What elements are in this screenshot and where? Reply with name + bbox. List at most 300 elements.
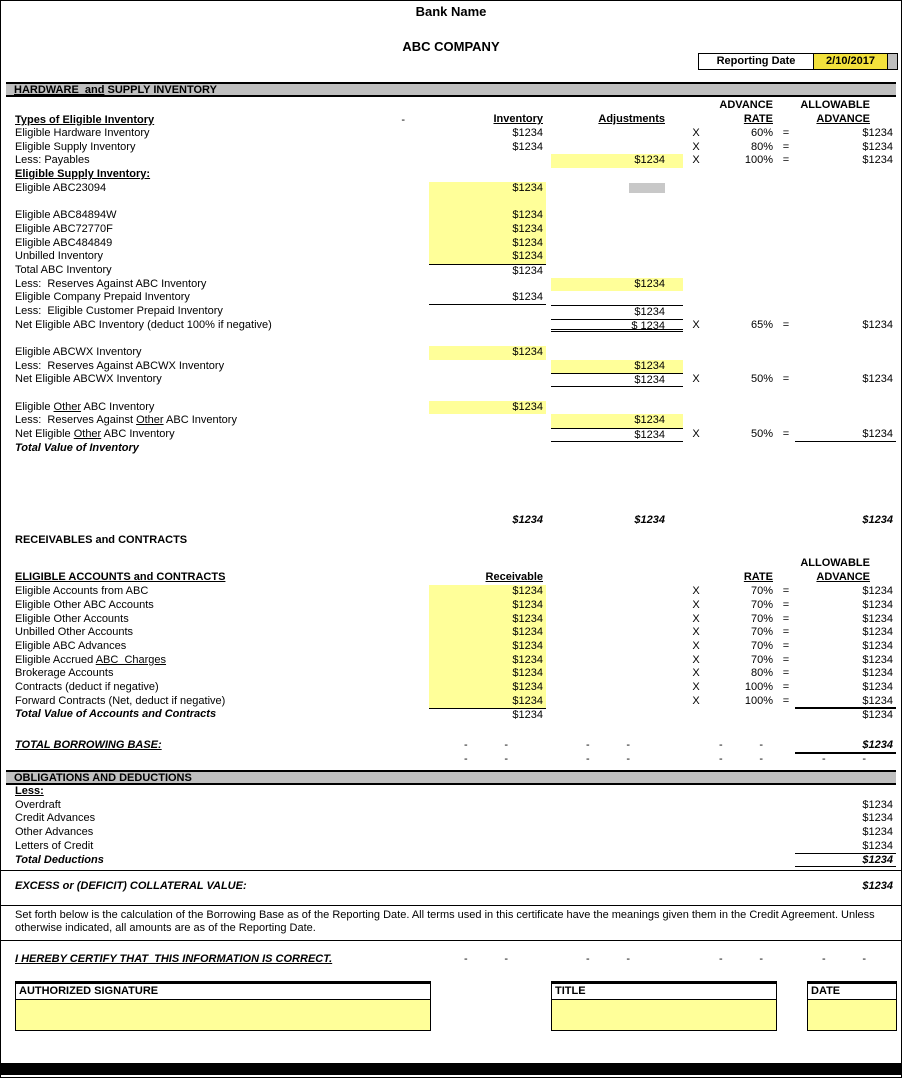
- advance-value-cell: $1234: [862, 639, 893, 652]
- adjustments-value-cell: [551, 681, 683, 695]
- equals-sign: [777, 168, 795, 182]
- multiply-sign: X: [692, 140, 700, 153]
- adjustments-value-cell: [551, 613, 683, 627]
- adjustments-value-cell: [551, 799, 683, 813]
- row-label: [15, 514, 429, 528]
- multiply-sign: X: [692, 681, 700, 693]
- rate-value: [709, 360, 777, 374]
- inventory-rows: [1, 127, 901, 456]
- rate-value: 60%: [750, 127, 773, 139]
- row-label: Eligible Supply Inventory: [15, 140, 136, 153]
- advance-value-cell: [795, 332, 896, 346]
- dash-pair: - -: [719, 953, 763, 966]
- row-label: Less:: [15, 785, 44, 798]
- receivables-headers-top: [1, 557, 901, 570]
- dash-pair: - -: [464, 739, 508, 752]
- table-row: [1, 840, 901, 854]
- row-label: Net Eligible Other ABC Inventory: [15, 428, 175, 441]
- inventory-value-cell: [429, 826, 546, 840]
- inventory-value-cell: [429, 154, 546, 168]
- inventory-column-header: Inventory: [493, 113, 543, 125]
- date-input[interactable]: [808, 1000, 896, 1030]
- adjustments-value-cell: [551, 168, 683, 182]
- equals-sign: [777, 250, 795, 264]
- dash-pair: - -: [822, 753, 866, 766]
- excess-value: $1234: [862, 880, 893, 893]
- inventory-value-cell[interactable]: $1234: [429, 681, 546, 695]
- equals-sign: [777, 237, 795, 251]
- divider: [1, 870, 901, 871]
- equals-sign: [777, 854, 795, 868]
- multiply-sign: X: [692, 127, 700, 139]
- title-label: TITLE: [552, 984, 776, 1000]
- multiply-sign: X: [692, 653, 700, 666]
- excess-row: [1, 880, 901, 895]
- rate-value: 100%: [744, 681, 773, 693]
- inventory-value-cell[interactable]: $1234: [429, 401, 546, 415]
- dash: -: [401, 114, 405, 126]
- advance-value-cell: [795, 785, 896, 799]
- advance-value-cell: $1234: [795, 708, 896, 722]
- advance-value-cell: [795, 401, 896, 415]
- row-label: Eligible ABC84894W: [15, 209, 117, 222]
- multiply-sign: [683, 195, 709, 209]
- multiply-sign: [683, 387, 709, 401]
- adjustments-value-cell: [551, 654, 683, 668]
- equals-sign: [777, 387, 795, 401]
- table-row: [1, 387, 901, 401]
- equals-sign: =: [782, 667, 790, 680]
- table-row: [1, 442, 901, 456]
- multiply-sign: [683, 442, 709, 456]
- advance-value-cell: [795, 209, 896, 223]
- table-row: [1, 141, 901, 155]
- advance-value-cell: [795, 182, 896, 196]
- receivables-headers: [1, 570, 901, 585]
- advance-value-cell: $1234: [795, 840, 896, 854]
- inventory-value-cell[interactable]: $1234: [429, 599, 546, 613]
- multiply-sign: [683, 854, 709, 868]
- rate-value: 70%: [750, 626, 773, 639]
- table-row: [1, 319, 901, 333]
- table-row: [1, 708, 901, 722]
- advance-value-cell: [795, 223, 896, 237]
- row-label: Less: Reserves Against Other ABC Inventory: [15, 414, 237, 427]
- advance-value-cell: [795, 305, 896, 319]
- adjustments-total-value: $1234: [634, 513, 665, 526]
- equals-sign: =: [782, 428, 790, 441]
- inventory-value-cell: [429, 414, 546, 428]
- advance-value-cell: $1234: [862, 127, 893, 139]
- equals-sign: [777, 785, 795, 799]
- table-row: [1, 182, 901, 196]
- advance-value-cell: $1234: [862, 598, 893, 611]
- adjustments-value-cell: [551, 599, 683, 613]
- table-row: [1, 667, 901, 681]
- rate-value: [709, 223, 777, 237]
- inventory-value-cell[interactable]: $1234: [429, 346, 546, 360]
- multiply-sign: [683, 237, 709, 251]
- inventory-value-cell: [429, 840, 546, 854]
- table-row: [1, 127, 901, 141]
- section-header-hardware-supply-inventory: [6, 82, 896, 97]
- receivables-heading: RECEIVABLES and CONTRACTS: [15, 534, 188, 547]
- column-headers-top: [1, 99, 901, 112]
- equals-sign: [777, 840, 795, 854]
- row-label: Contracts (deduct if negative): [15, 681, 159, 693]
- dash-pair: - -: [719, 739, 763, 752]
- equals-sign: [777, 182, 795, 196]
- table-row: [1, 305, 901, 319]
- receivables-rows: [1, 585, 901, 722]
- equals-sign: =: [782, 140, 790, 153]
- multiply-sign: [683, 168, 709, 182]
- adjustments-value-cell: [551, 401, 683, 415]
- advance-value-cell: $1234: [862, 667, 893, 680]
- table-row: [1, 428, 901, 442]
- advance-value-cell: [795, 278, 896, 292]
- row-label: Unbilled Inventory: [15, 250, 104, 263]
- advance-value-cell: $1234: [862, 140, 893, 153]
- inventory-value-cell: [429, 278, 546, 292]
- row-label: Total Deductions: [15, 853, 104, 866]
- equals-sign: =: [782, 154, 790, 167]
- inventory-value-cell: $1234: [512, 140, 543, 153]
- row-label: Eligible ABC23094: [15, 181, 107, 194]
- adjustments-value-cell: [551, 182, 683, 196]
- inventory-value-cell: [429, 168, 546, 182]
- equals-sign: [777, 812, 795, 826]
- certificate-note: Set forth below is the calculation of the Borrowing Base as of the Reporting Date. All terms used in this certificate have the meanings given them in the Credit Agreement. Unless otherwise indicated, all amounts are as of the Reporting Date.: [15, 909, 875, 935]
- multiply-sign: [683, 414, 709, 428]
- inventory-value-cell[interactable]: $1234: [429, 237, 546, 251]
- row-label: Unbilled Other Accounts: [15, 626, 134, 639]
- inventory-value-cell: $1234: [429, 708, 546, 722]
- inventory-value-cell[interactable]: $1234: [429, 695, 546, 709]
- gray-box: [629, 183, 665, 193]
- adjustments-value-cell: [551, 209, 683, 223]
- table-row: [1, 154, 901, 168]
- advance-value-cell: [795, 442, 896, 456]
- inventory-value-cell: [429, 799, 546, 813]
- rate-value: [709, 708, 777, 722]
- rate-value: [709, 332, 777, 346]
- multiply-sign: [683, 305, 709, 319]
- inventory-value-cell: [429, 319, 546, 333]
- advance-value-cell: [795, 387, 896, 401]
- rate-value: 70%: [750, 653, 773, 666]
- inventory-value-cell[interactable]: $1234: [429, 223, 546, 237]
- company-name: ABC COMPANY: [402, 39, 500, 54]
- table-row: [1, 654, 901, 668]
- advance-value-cell: $1234: [795, 428, 896, 442]
- table-row: [1, 414, 901, 428]
- equals-sign: [777, 442, 795, 456]
- equals-sign: =: [782, 598, 790, 611]
- row-label: Eligible Other Accounts: [15, 612, 129, 625]
- authorized-signature-label: AUTHORIZED SIGNATURE: [16, 984, 430, 1000]
- rate-column-header: RATE: [743, 571, 773, 584]
- advance-value-cell: [795, 168, 896, 182]
- rate-value: [709, 826, 777, 840]
- dash-pair: - -: [586, 953, 630, 966]
- section-title-rest: SUPPLY INVENTORY: [104, 84, 217, 96]
- adjustments-value-cell: [551, 250, 683, 264]
- table-row: [1, 626, 901, 640]
- advance-value-cell: [795, 414, 896, 428]
- adjustments-value-cell: [551, 127, 683, 141]
- rate-value: [709, 387, 777, 401]
- row-label: Eligible ABCWX Inventory: [15, 346, 142, 358]
- equals-sign: [777, 195, 795, 209]
- multiply-sign: [683, 264, 709, 278]
- rate-value: [709, 305, 777, 319]
- reporting-date-value[interactable]: 2/10/2017: [814, 53, 888, 70]
- equals-sign: [777, 346, 795, 360]
- date-block: [807, 981, 897, 1031]
- table-row: [1, 826, 901, 840]
- table-row: [1, 812, 901, 826]
- adjustments-value-cell[interactable]: $1234: [551, 414, 683, 428]
- authorized-signature-block: [15, 981, 431, 1031]
- rate-value: [709, 812, 777, 826]
- rate-value: [709, 401, 777, 415]
- dash-pair: - -: [719, 753, 763, 766]
- table-row: [1, 681, 901, 695]
- inventory-value-cell: [429, 428, 546, 442]
- reporting-date-label: Reporting Date: [698, 53, 814, 70]
- inventory-value-cell[interactable]: $1234: [429, 667, 546, 681]
- row-label: Eligible Other ABC Accounts: [15, 598, 154, 611]
- title-input[interactable]: [552, 1000, 776, 1030]
- multiply-sign: [683, 708, 709, 722]
- adjustments-value-cell: [551, 237, 683, 251]
- advance-value-cell: $1234: [862, 373, 893, 386]
- rate-value: 50%: [750, 428, 773, 441]
- equals-sign: [777, 209, 795, 223]
- advance-value-cell: $1234: [862, 826, 893, 839]
- rate-value: [709, 250, 777, 264]
- rate-value: [709, 209, 777, 223]
- rate-value: 70%: [750, 585, 773, 598]
- row-label: [15, 387, 429, 401]
- eligible-accounts-contracts-header: ELIGIBLE ACCOUNTS and CONTRACTS: [15, 571, 226, 584]
- multiply-sign: [683, 360, 709, 374]
- adjustments-value-cell: [551, 826, 683, 840]
- multiply-sign: X: [692, 598, 700, 611]
- table-row: [1, 195, 901, 209]
- equals-sign: =: [782, 585, 790, 598]
- dash-row: [1, 754, 901, 766]
- advance-value-cell: $1234: [795, 695, 896, 709]
- rate-value: [709, 346, 777, 360]
- adjustments-value-cell[interactable]: $1234: [551, 154, 683, 168]
- dash-pair: - -: [822, 953, 866, 966]
- equals-sign: =: [782, 681, 790, 693]
- adjustments-value-cell: [551, 785, 683, 799]
- adjustments-value-cell: [551, 708, 683, 722]
- multiply-sign: X: [692, 373, 700, 386]
- table-row: [1, 291, 901, 305]
- advance-value-cell: $1234: [862, 681, 893, 693]
- section-title: OBLIGATIONS AND DEDUCTIONS: [14, 772, 192, 785]
- adjustments-value-cell: [551, 141, 683, 155]
- equals-sign: =: [782, 639, 790, 652]
- advance-total-value: $1234: [862, 513, 893, 526]
- multiply-sign: X: [692, 626, 700, 639]
- inventory-value-cell: [429, 854, 546, 868]
- inventory-value-cell[interactable]: $1234: [429, 182, 546, 196]
- multiply-sign: [683, 799, 709, 813]
- equals-sign: [777, 291, 795, 305]
- row-label: Total ABC Inventory: [15, 263, 112, 276]
- row-label: Less: Payables: [15, 154, 90, 167]
- adjustments-value-cell: $1234: [551, 428, 683, 442]
- inventory-value-cell: [429, 305, 546, 319]
- advance-value-cell: $1234: [862, 318, 893, 331]
- table-row: [1, 401, 901, 415]
- adjustments-value-cell: [551, 223, 683, 237]
- multiply-sign: X: [692, 428, 700, 441]
- table-row: [1, 785, 901, 799]
- certify-row: [1, 953, 901, 968]
- adjustments-value-cell: $ 1234: [551, 319, 683, 333]
- inventory-value-cell[interactable]: $1234: [429, 640, 546, 654]
- row-label: Other Advances: [15, 826, 94, 839]
- inventory-value-cell: [429, 373, 546, 387]
- table-row: [1, 585, 901, 599]
- inventory-value-cell: [429, 387, 546, 401]
- table-row: [1, 360, 901, 374]
- multiply-sign: [683, 209, 709, 223]
- row-label: Eligible ABC484849: [15, 236, 113, 249]
- equals-sign: [777, 305, 795, 319]
- authorized-signature-input[interactable]: [16, 1000, 430, 1030]
- inventory-value-cell[interactable]: $1234: [429, 585, 546, 599]
- advance-value-cell: [795, 291, 896, 305]
- inventory-value-cell: [429, 785, 546, 799]
- multiply-sign: X: [692, 667, 700, 680]
- table-row: [1, 613, 901, 627]
- adjustments-value-cell: [551, 667, 683, 681]
- rate-value: 65%: [750, 318, 773, 331]
- rate-value: [709, 442, 777, 456]
- total-borrowing-base-row: [1, 738, 901, 754]
- adjustments-value-cell: [551, 626, 683, 640]
- table-row: [1, 346, 901, 360]
- table-row: [1, 264, 901, 278]
- equals-sign: [777, 708, 795, 722]
- reporting-date-group: [698, 53, 898, 70]
- allowable-header-top: ALLOWABLE: [800, 557, 870, 570]
- certify-statement: I HEREBY CERTIFY THAT THIS INFORMATION IS CORRECT.: [15, 953, 333, 966]
- spacer: [1, 456, 901, 514]
- dash-pair: - -: [464, 753, 508, 766]
- rate-value: [709, 182, 777, 196]
- adjustments-value-cell[interactable]: $1234: [551, 278, 683, 292]
- reporting-date-gray-cap: [888, 53, 898, 70]
- table-row: [1, 695, 901, 709]
- receivable-column-header: Receivable: [485, 571, 543, 584]
- rate-value: [709, 414, 777, 428]
- row-label: Less: Eligible Customer Prepaid Inventory: [15, 304, 223, 317]
- equals-sign: =: [782, 612, 790, 625]
- multiply-sign: [683, 278, 709, 292]
- advance-column-header: ADVANCE: [816, 113, 870, 125]
- multiply-sign: [683, 346, 709, 360]
- equals-sign: [777, 264, 795, 278]
- row-label: Eligible Accrued ABC Charges: [15, 653, 167, 666]
- rate-value: 80%: [750, 140, 773, 153]
- rate-value: [709, 799, 777, 813]
- equals-sign: =: [782, 373, 790, 386]
- inventory-value-cell: [429, 442, 546, 456]
- dash-pair: - -: [586, 753, 630, 766]
- inventory-value-cell: $1234: [429, 264, 546, 278]
- inventory-value-cell[interactable]: [429, 195, 546, 209]
- advance-value-cell: $1234: [862, 626, 893, 639]
- row-label: Brokerage Accounts: [15, 667, 114, 680]
- inventory-value-cell[interactable]: $1234: [429, 250, 546, 264]
- equals-sign: [777, 332, 795, 346]
- rate-value: [709, 854, 777, 868]
- inventory-value-cell[interactable]: $1234: [429, 654, 546, 668]
- equals-sign: =: [782, 626, 790, 639]
- allowable-header-top: ALLOWABLE: [800, 99, 870, 111]
- inventory-value-cell: [429, 812, 546, 826]
- inventory-value-cell: [429, 332, 546, 346]
- row-label: Eligible ABC Advances: [15, 639, 127, 652]
- inventory-value-cell[interactable]: $1234: [429, 613, 546, 627]
- advance-column-header: ADVANCE: [816, 571, 870, 584]
- inventory-value-cell[interactable]: $1234: [429, 209, 546, 223]
- adjustments-value-cell: [551, 346, 683, 360]
- advance-value-cell: [795, 195, 896, 209]
- total-borrowing-base-label: TOTAL BORROWING BASE:: [15, 739, 162, 752]
- adjustments-value-cell[interactable]: $1234: [551, 360, 683, 374]
- adjustments-value-cell: [551, 812, 683, 826]
- adjustments-value-cell: [551, 854, 683, 868]
- table-row: [1, 332, 901, 346]
- divider: [1, 940, 901, 941]
- rate-value: [709, 785, 777, 799]
- multiply-sign: [683, 812, 709, 826]
- advance-header-top: ADVANCE: [719, 99, 773, 111]
- advance-value-cell: [795, 250, 896, 264]
- adjustments-value-cell: $1234: [551, 305, 683, 319]
- date-label: DATE: [808, 984, 896, 1000]
- title-block: [551, 981, 777, 1031]
- adjustments-value-cell: [551, 387, 683, 401]
- row-label: Less: Reserves Against ABCWX Inventory: [15, 359, 225, 372]
- multiply-sign: [683, 250, 709, 264]
- row-label: [15, 332, 429, 346]
- adjustments-column-header: Adjustments: [598, 113, 665, 125]
- rate-value: 70%: [750, 598, 773, 611]
- multiply-sign: [683, 840, 709, 854]
- adjustments-value-cell: [551, 195, 683, 209]
- table-row: [1, 278, 901, 292]
- multiply-sign: X: [692, 318, 700, 331]
- inventory-value-cell[interactable]: $1234: [429, 626, 546, 640]
- inventory-value-cell: [429, 360, 546, 374]
- advance-value-cell: $1234: [862, 154, 893, 167]
- adjustments-value-cell: [551, 442, 683, 456]
- dash-pair: - -: [586, 739, 630, 752]
- row-label: Net Eligible ABCWX Inventory: [15, 373, 162, 386]
- row-label: Eligible Hardware Inventory: [15, 127, 150, 139]
- adjustments-value-cell: [551, 585, 683, 599]
